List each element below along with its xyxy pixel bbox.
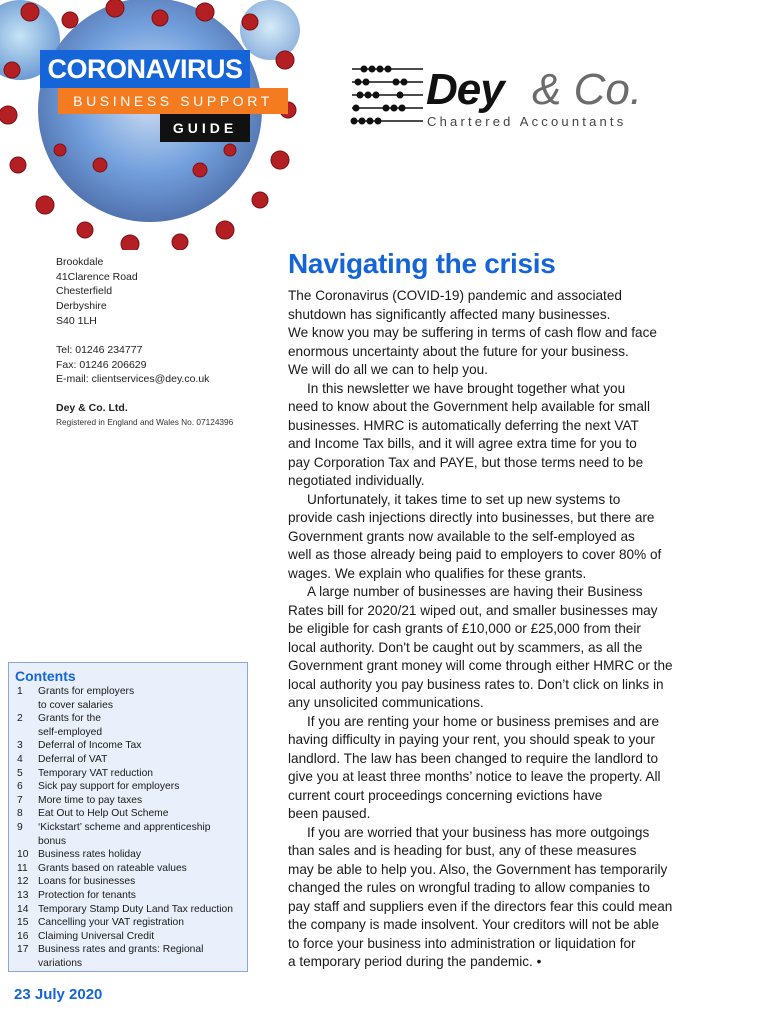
article-line: need to know about the Government help available for small xyxy=(288,399,650,414)
email: E-mail: clientservices@dey.co.uk xyxy=(56,373,210,386)
abacus-logo-icon xyxy=(348,62,423,128)
contents-title: Contents xyxy=(15,668,76,684)
article-line: been paused. xyxy=(288,806,371,821)
contents-item xyxy=(9,767,249,781)
banner-subtitle: BUSINESS SUPPORT xyxy=(58,88,288,114)
article-line: give you at least three months’ notice to leave the property. All xyxy=(288,769,661,784)
logo-co: & Co. xyxy=(532,65,643,114)
article-line: current court proceedings concerning evictions have xyxy=(288,787,603,803)
contents-item-text: Deferral of Income Tax xyxy=(38,740,142,752)
contents-item-text: Eat Out to Help Out Scheme xyxy=(38,808,169,820)
contents-item-text: Business rates and grants: Regional variations xyxy=(38,944,204,969)
contents-box xyxy=(8,662,248,972)
contents-item-text: Sick pay support for employers xyxy=(38,781,180,793)
article-line: We know you may be suffering in terms of cash flow and face xyxy=(288,325,657,340)
article-line: A large number of businesses are having their Business xyxy=(307,584,643,599)
article-line: wages. We explain who qualifies for these grants. xyxy=(288,565,587,581)
contents-item-text: Cancelling your VAT registration xyxy=(38,917,184,929)
issue-date: 23 July 2020 xyxy=(14,986,103,1003)
article-line: Unfortunately, it takes time to set up new systems to xyxy=(307,491,621,507)
contents-item-text: Loans for businesses xyxy=(38,876,136,888)
article-line: In this newsletter we have brought together what you xyxy=(307,380,626,396)
contents-item xyxy=(9,889,249,903)
article-line: local authority you pay business rates to. Don’t click on links in xyxy=(288,676,664,692)
logo-name: Dey xyxy=(426,65,504,114)
contents-item-text: Claiming Universal Credit xyxy=(38,930,155,942)
contents-item-number: 11 xyxy=(17,862,28,874)
contents-item-number: 12 xyxy=(17,876,29,888)
contents-item-number: 2 xyxy=(17,713,23,725)
article-title: Navigating the crisis xyxy=(288,248,556,279)
contact-block xyxy=(56,343,209,387)
contents-item-text: ‘Kickstart’ scheme and apprenticeship bonus xyxy=(38,821,211,847)
article-line: pay staff and suppliers even if the directors fear this could mean xyxy=(288,898,673,914)
contents-item xyxy=(9,753,249,767)
article-line: may be able to help you. Also, the Government has temporarily xyxy=(288,861,668,877)
address-block xyxy=(56,255,138,329)
contents-item-text: Grants for employers to cover salaries xyxy=(38,686,135,711)
contents-item xyxy=(9,875,249,889)
contents-item-text: Grants based on rateable values xyxy=(38,862,187,874)
article-line: a temporary period during the pandemic. • xyxy=(288,954,542,969)
contents-item-number: 4 xyxy=(17,753,23,765)
contents-item-text: Deferral of VAT xyxy=(38,753,108,765)
article-line: Government grant money will come through either HMRC or the xyxy=(288,658,673,673)
article-line: businesses. HMRC is automatically deferring the next VAT xyxy=(288,417,639,433)
contents-item-number: 15 xyxy=(17,917,29,929)
contents-item xyxy=(9,862,249,876)
article-line: If you are worried that your business has more outgoings xyxy=(307,824,650,840)
contents-item-number: 1 xyxy=(17,686,23,697)
banner-title: CORONAVIRUS xyxy=(40,50,250,88)
contents-list xyxy=(9,685,249,970)
address-line: S40 1LH xyxy=(56,314,97,327)
contents-item-text: Grants for the self-employed xyxy=(38,713,103,738)
article-line: pay Corporation Tax and PAYE, but those terms need to be xyxy=(288,454,644,470)
article-line: local authority. Don't be caught out by scammers, as all the xyxy=(288,639,643,655)
contents-item-number: 9 xyxy=(17,821,23,833)
address-line: Brookdale xyxy=(56,256,104,268)
article-line: We will do all we can to help you. xyxy=(288,362,488,377)
contents-item xyxy=(9,930,249,944)
contents-item-text: Temporary VAT reduction xyxy=(38,767,154,779)
article-line: than sales and is heading for bust, any of these measures xyxy=(288,843,637,858)
contents-item-number: 5 xyxy=(17,767,23,779)
article-body xyxy=(288,287,728,972)
article-line: and Income Tax bills, and it will agree extra time for you to xyxy=(288,436,637,451)
article-line: Rates bill for 2020/21 wiped out, and smaller businesses may xyxy=(288,602,658,618)
article-line: negotiated individually. xyxy=(288,473,425,488)
contents-item-number: 16 xyxy=(17,930,29,942)
contents-item xyxy=(9,712,249,739)
contents-item-number: 14 xyxy=(17,903,29,915)
banner-guide: GUIDE xyxy=(160,114,250,142)
contents-item-number: 8 xyxy=(17,808,23,820)
contents-item-number: 10 xyxy=(17,849,29,861)
contents-item xyxy=(9,848,249,862)
company-registration: Registered in England and Wales No. 07124396 xyxy=(56,417,234,427)
contents-item-text: Business rates holiday xyxy=(38,849,142,861)
telephone: Tel: 01246 234777 xyxy=(56,344,143,356)
fax: Fax: 01246 206629 xyxy=(56,358,147,371)
contents-item-number: 3 xyxy=(17,740,23,752)
article-line: to force your business into administration or liquidation for xyxy=(288,935,636,951)
contents-item-number: 17 xyxy=(17,944,29,956)
company-name: Dey & Co. Ltd. xyxy=(56,402,128,414)
address-line: Chesterfield xyxy=(56,285,113,298)
contents-item xyxy=(9,794,249,808)
article-line: shutdown has significantly affected many businesses. xyxy=(288,306,611,322)
article-line: having difficulty in paying your rent, you should speak to your xyxy=(288,732,655,747)
article-line: Government grants now available to the self-employed as xyxy=(288,528,635,544)
article-line: the company is made insolvent. Your creditors will not be able xyxy=(288,917,660,932)
contents-item-text: Protection for tenants xyxy=(38,889,136,901)
article-line: enormous uncertainty about the future for your business. xyxy=(288,343,629,359)
contents-item xyxy=(9,807,249,821)
address-line: 41Clarence Road xyxy=(56,270,138,283)
article-line: changed the rules on wrongful trading to allow companies to xyxy=(288,880,650,895)
contents-item-number: 13 xyxy=(17,889,29,901)
contents-item-text: Temporary Stamp Duty Land Tax reduction xyxy=(38,903,233,915)
article-line: provide cash injections directly into businesses, but there are xyxy=(288,510,655,525)
contents-item-number: 6 xyxy=(17,781,23,793)
contents-item-number: 7 xyxy=(17,794,23,806)
article-line: well as those already being paid to employers to cover 80% of xyxy=(288,547,662,562)
article-line: If you are renting your home or business premises and are xyxy=(307,713,660,729)
article-line: be eligible for cash grants of £10,000 or £25,000 from their xyxy=(288,621,641,636)
address-line: Derbyshire xyxy=(56,300,107,313)
coronavirus-illustration xyxy=(0,0,300,250)
article-line: The Coronavirus (COVID-19) pandemic and associated xyxy=(288,288,622,303)
contents-item xyxy=(9,685,249,712)
contents-item xyxy=(9,903,249,917)
contents-item xyxy=(9,780,249,794)
contents-item-text: More time to pay taxes xyxy=(38,794,143,806)
contents-item xyxy=(9,739,249,753)
article-line: landlord. The law has been changed to require the landlord to xyxy=(288,750,659,766)
article-line: any unsolicited communications. xyxy=(288,695,484,710)
logo-tagline: Chartered Accountants xyxy=(427,114,627,129)
contents-item xyxy=(9,943,249,970)
contents-item xyxy=(9,821,249,848)
contents-item xyxy=(9,916,249,930)
